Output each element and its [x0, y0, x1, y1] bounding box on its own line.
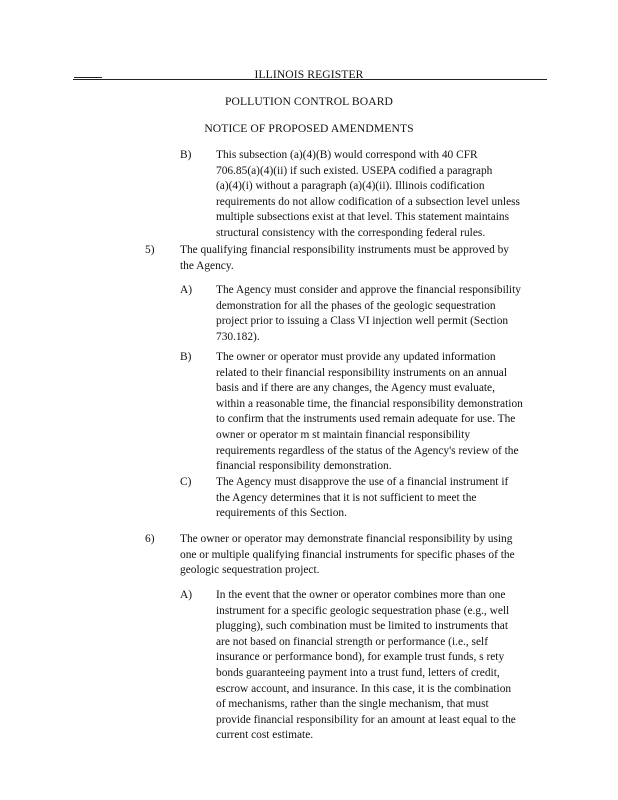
item-5b-label: B) [180, 351, 192, 363]
text-line: requirements of this Section. [216, 507, 347, 520]
item-6a-label: A) [180, 589, 193, 601]
text-line: insurance or performance bond), for example trust funds, s rety [216, 651, 505, 664]
text-line: are not based on financial strength or performance (i.e., self [216, 635, 488, 648]
text-line: requirements regardless of the status of the Agency's review of the [216, 444, 519, 457]
text-line: financial responsibility demonstration. [216, 460, 392, 473]
item-b-top-text [216, 148, 520, 242]
text-line: owner or operator m st maintain financial responsibility [216, 428, 471, 441]
item-6a-text [216, 588, 516, 744]
text-line: related to their financial responsibility instruments on an annual [216, 366, 508, 379]
text-line: The qualifying financial responsibility instruments must be approved by [180, 244, 509, 256]
item-5-text [180, 243, 509, 274]
item-5c-label: C) [180, 476, 192, 488]
text-line: In the event that the owner or operator combines more than one [216, 589, 506, 601]
register-title: ILLINOIS REGISTER [254, 68, 364, 81]
text-line: provide financial responsibility for an amount at least equal to the [216, 713, 516, 726]
header-rule [73, 79, 547, 80]
text-line: to confirm that the instruments used remain adequate for use. The [216, 413, 516, 426]
text-line: escrow account, and insurance. In this case, it is the combination [216, 682, 512, 695]
text-line: The owner or operator may demonstrate financial responsibility by using [180, 533, 513, 545]
item-6-label: 6) [145, 533, 155, 545]
text-line: multiple subsections exist at that level. This statement maintains [216, 211, 510, 224]
text-line: basis and if there are any changes, the Agency must evaluate, [216, 382, 495, 395]
text-line: of mechanisms, rather than the single mechanism, that must [216, 698, 489, 711]
item-5a-label: A) [180, 284, 193, 296]
notice-title: NOTICE OF PROPOSED AMENDMENTS [204, 122, 414, 135]
text-line: instrument for a specific geologic sequestration phase (e.g., well [216, 604, 510, 617]
text-line: 706.85(a)(4)(ii) if such existed. USEPA codified a paragraph [216, 164, 493, 177]
board-title: POLLUTION CONTROL BOARD [224, 95, 394, 108]
text-line: demonstration for all the phases of the geologic sequestration [216, 299, 496, 312]
text-line: This subsection (a)(4)(B) would correspond with 40 CFR [216, 149, 478, 161]
item-5b-text [216, 350, 523, 475]
item-b-top-label: B) [180, 149, 192, 161]
item-5a-text [216, 283, 521, 345]
text-line: current cost estimate. [216, 729, 314, 742]
text-line: The owner or operator must provide any updated information [216, 351, 496, 363]
text-line: 730.182). [216, 330, 260, 343]
text-line: structural consistency with the corresponding federal rules. [216, 226, 486, 239]
text-line: requirements do not allow codification of a subsection level unless [216, 195, 520, 208]
text-line: the Agency. [180, 259, 234, 272]
text-line: one or multiple qualifying financial instruments for specific phases of the [180, 548, 515, 561]
text-line: (a)(4)(i) without a paragraph (a)(4)(ii). Illinois codification [216, 180, 485, 193]
text-line: plugging), such combination must be limited to instruments that [216, 620, 509, 633]
text-line: The Agency must consider and approve the financial responsibility [216, 284, 521, 296]
text-line: project prior to issuing a Class VI injection well permit (Section [216, 315, 509, 328]
item-6-text [180, 532, 515, 579]
item-5c-text [216, 475, 508, 522]
item-5-label: 5) [145, 244, 155, 256]
text-line: bonds guaranteeing payment into a trust fund, letters of credit, [216, 666, 500, 679]
text-line: The Agency must disapprove the use of a financial instrument if [216, 476, 509, 488]
text-line: the Agency determines that it is not sufficient to meet the [216, 491, 477, 504]
text-line: within a reasonable time, the financial responsibility demonstration [216, 397, 523, 410]
text-line: geologic sequestration project. [180, 564, 320, 577]
